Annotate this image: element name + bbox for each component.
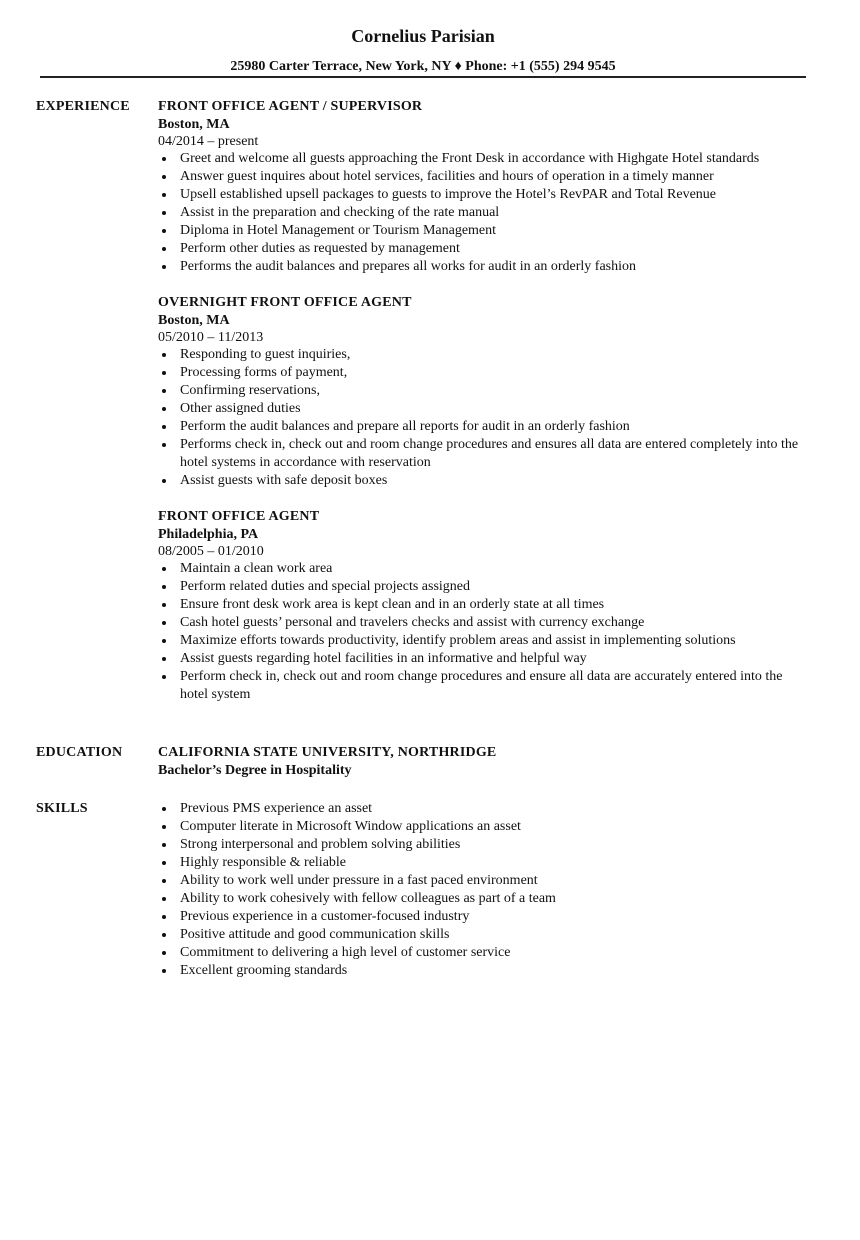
duty-text: Diploma in Hotel Management or Tourism Management bbox=[180, 223, 497, 238]
job-duties bbox=[158, 150, 808, 276]
duty-text: Performs the audit balances and prepares all works for audit in an orderly fashion bbox=[180, 259, 637, 274]
duty-item bbox=[158, 560, 808, 578]
duty-item bbox=[158, 400, 808, 418]
bullet-icon bbox=[162, 265, 166, 269]
duty-item bbox=[158, 364, 808, 382]
skill-item bbox=[158, 836, 808, 854]
skill-text: Commitment to delivering a high level of customer service bbox=[180, 945, 511, 960]
duty-text: Upsell established upsell packages to guests to improve the Hotel’s RevPAR and Total Revenue bbox=[180, 187, 716, 202]
bullet-icon bbox=[162, 193, 166, 197]
duty-text: Perform related duties and special projects assigned bbox=[180, 579, 471, 594]
bullet-icon bbox=[162, 657, 166, 661]
bullet-icon bbox=[162, 861, 166, 865]
duty-item bbox=[158, 668, 808, 704]
bullet-icon bbox=[162, 933, 166, 937]
duty-text: Assist guests with safe deposit boxes bbox=[180, 473, 388, 488]
contact-line: 25980 Carter Terrace, New York, NY ♦ Phone: +1 (555) 294 9545 bbox=[230, 59, 616, 74]
duty-item bbox=[158, 186, 808, 204]
skills-content bbox=[158, 800, 808, 980]
skill-item bbox=[158, 944, 808, 962]
job-location: Boston, MA bbox=[158, 313, 230, 328]
experience-content bbox=[158, 98, 808, 722]
duty-item bbox=[158, 596, 808, 614]
duty-text: Responding to guest inquiries, bbox=[180, 347, 351, 362]
resume-name: Cornelius Parisian bbox=[351, 26, 495, 46]
bullet-icon bbox=[162, 897, 166, 901]
duty-text: Assist guests regarding hotel facilities in an informative and helpful way bbox=[180, 651, 587, 666]
degree: Bachelor’s Degree in Hospitality bbox=[158, 763, 352, 778]
bullet-icon bbox=[162, 675, 166, 679]
duty-item bbox=[158, 204, 808, 222]
bullet-icon bbox=[162, 603, 166, 607]
job-title: FRONT OFFICE AGENT bbox=[158, 509, 320, 524]
duty-item bbox=[158, 614, 808, 632]
bullet-icon bbox=[162, 825, 166, 829]
duty-text: Answer guest inquires about hotel services, facilities and hours of operation in a timely manner bbox=[180, 169, 714, 184]
skill-text: Previous PMS experience an asset bbox=[180, 801, 373, 816]
duty-text: Confirming reservations, bbox=[180, 383, 320, 398]
education-heading: EDUCATION bbox=[36, 745, 123, 760]
bullet-icon bbox=[162, 807, 166, 811]
skill-item bbox=[158, 872, 808, 890]
bullet-icon bbox=[162, 951, 166, 955]
skill-item bbox=[158, 818, 808, 836]
header-divider bbox=[40, 76, 806, 78]
job-location: Boston, MA bbox=[158, 117, 230, 132]
job-duties bbox=[158, 346, 808, 490]
job-entry bbox=[158, 98, 808, 276]
skill-item bbox=[158, 854, 808, 872]
skill-text: Excellent grooming standards bbox=[180, 963, 348, 978]
job-entry bbox=[158, 294, 808, 490]
experience-heading: EXPERIENCE bbox=[36, 99, 130, 114]
job-duties bbox=[158, 560, 808, 704]
duty-text: Perform the audit balances and prepare all reports for audit in an orderly fashion bbox=[180, 419, 630, 434]
job-entry bbox=[158, 508, 808, 704]
job-title: FRONT OFFICE AGENT / SUPERVISOR bbox=[158, 99, 423, 114]
job-title: OVERNIGHT FRONT OFFICE AGENT bbox=[158, 295, 412, 310]
school-name: CALIFORNIA STATE UNIVERSITY, NORTHRIDGE bbox=[158, 745, 497, 760]
bullet-icon bbox=[162, 969, 166, 973]
skill-item bbox=[158, 962, 808, 980]
bullet-icon bbox=[162, 211, 166, 215]
duty-item bbox=[158, 382, 808, 400]
duty-item bbox=[158, 168, 808, 186]
bullet-icon bbox=[162, 229, 166, 233]
duty-item bbox=[158, 650, 808, 668]
duty-item bbox=[158, 346, 808, 364]
duty-item bbox=[158, 258, 808, 276]
bullet-icon bbox=[162, 585, 166, 589]
skill-item bbox=[158, 800, 808, 818]
skill-text: Highly responsible & reliable bbox=[180, 855, 347, 870]
duty-text: Performs check in, check out and room change procedures and ensures all data are entered completely into the hotel systems in accordance with reservation bbox=[180, 437, 799, 470]
duty-item bbox=[158, 632, 808, 650]
bullet-icon bbox=[162, 157, 166, 161]
bullet-icon bbox=[162, 425, 166, 429]
bullet-icon bbox=[162, 443, 166, 447]
duty-text: Greet and welcome all guests approaching the Front Desk in accordance with Highgate Hotel standards bbox=[180, 151, 760, 166]
bullet-icon bbox=[162, 175, 166, 179]
bullet-icon bbox=[162, 389, 166, 393]
job-location: Philadelphia, PA bbox=[158, 527, 259, 542]
skill-text: Strong interpersonal and problem solving abilities bbox=[180, 837, 461, 852]
bullet-icon bbox=[162, 639, 166, 643]
duty-text: Ensure front desk work area is kept clean and in an orderly state at all times bbox=[180, 597, 605, 612]
skill-text: Ability to work cohesively with fellow colleagues as part of a team bbox=[180, 891, 556, 906]
skill-text: Previous experience in a customer-focused industry bbox=[180, 909, 470, 924]
skills-list bbox=[158, 800, 808, 980]
duty-item bbox=[158, 418, 808, 436]
skill-item bbox=[158, 890, 808, 908]
duty-text: Processing forms of payment, bbox=[180, 365, 348, 380]
bullet-icon bbox=[162, 353, 166, 357]
duty-item bbox=[158, 240, 808, 258]
job-dates: 04/2014 – present bbox=[158, 134, 259, 149]
duty-text: Other assigned duties bbox=[180, 401, 301, 416]
duty-text: Perform other duties as requested by management bbox=[180, 241, 460, 256]
skill-item bbox=[158, 908, 808, 926]
job-dates: 05/2010 – 11/2013 bbox=[158, 330, 264, 345]
duty-text: Perform check in, check out and room change procedures and ensure all data are accurately entered into the hotel system bbox=[180, 669, 783, 702]
bullet-icon bbox=[162, 843, 166, 847]
duty-text: Assist in the preparation and checking of the rate manual bbox=[180, 205, 500, 220]
skill-item bbox=[158, 926, 808, 944]
bullet-icon bbox=[162, 567, 166, 571]
duty-item bbox=[158, 472, 808, 490]
duty-text: Cash hotel guests’ personal and travelers checks and assist with currency exchange bbox=[180, 615, 645, 630]
bullet-icon bbox=[162, 247, 166, 251]
bullet-icon bbox=[162, 879, 166, 883]
skills-heading: SKILLS bbox=[36, 801, 88, 816]
bullet-icon bbox=[162, 915, 166, 919]
skill-text: Ability to work well under pressure in a fast paced environment bbox=[180, 873, 538, 888]
bullet-icon bbox=[162, 479, 166, 483]
skill-text: Computer literate in Microsoft Window applications an asset bbox=[180, 819, 521, 834]
bullet-icon bbox=[162, 371, 166, 375]
duty-text: Maintain a clean work area bbox=[180, 561, 333, 576]
bullet-icon bbox=[162, 407, 166, 411]
bullet-icon bbox=[162, 621, 166, 625]
job-dates: 08/2005 – 01/2010 bbox=[158, 544, 264, 559]
duty-item bbox=[158, 578, 808, 596]
skill-text: Positive attitude and good communication skills bbox=[180, 927, 450, 942]
duty-item bbox=[158, 222, 808, 240]
duty-item bbox=[158, 150, 808, 168]
duty-text: Maximize efforts towards productivity, identify problem areas and assist in implementing solutions bbox=[180, 633, 736, 648]
education-content bbox=[158, 744, 808, 779]
duty-item bbox=[158, 436, 808, 472]
